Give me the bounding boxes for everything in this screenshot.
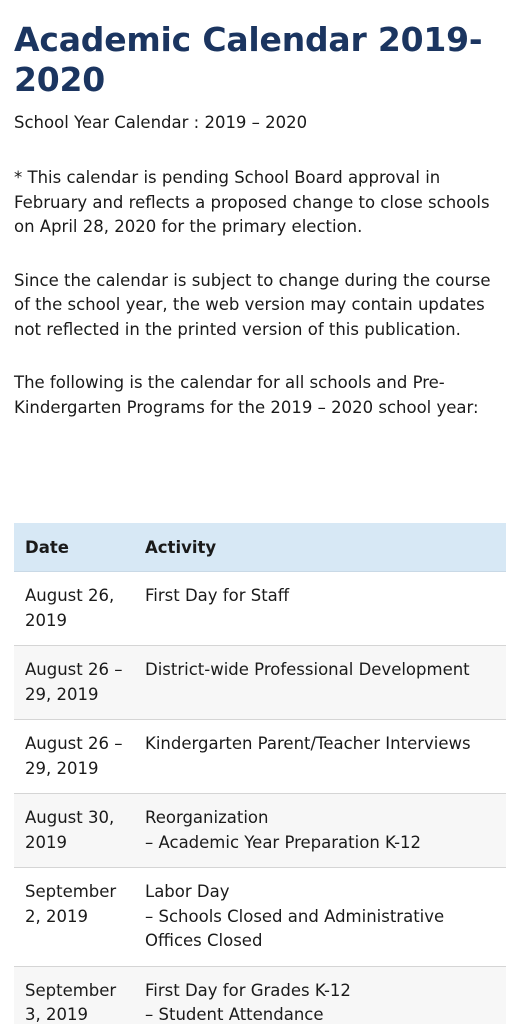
table-header-row bbox=[14, 523, 506, 572]
intro-note: The following is the calendar for all schools and Pre-Kindergarten Programs for the 2019 – 2020 school year: bbox=[14, 373, 479, 417]
activity-line: First Day for Grades K-12 bbox=[145, 980, 351, 1000]
approval-note: * This calendar is pending School Board approval in February and reflects a proposed change to close schools on April 28, 2020 for the primary election. bbox=[14, 168, 490, 236]
activity-line: Kindergarten Parent/Teacher Interviews bbox=[145, 734, 471, 753]
table-row bbox=[14, 794, 506, 868]
activity-line: – Student Attendance bbox=[145, 1005, 324, 1024]
date-cell: August 26, 2019 bbox=[14, 572, 134, 646]
date-cell: August 30, 2019 bbox=[14, 794, 134, 868]
calendar-body bbox=[14, 572, 506, 1024]
date-cell: August 26 – 29, 2019 bbox=[14, 720, 134, 794]
activity-cell bbox=[134, 794, 506, 868]
activity-line: Labor Day bbox=[145, 882, 230, 901]
table-row bbox=[14, 868, 506, 967]
activity-cell bbox=[134, 646, 506, 720]
table-row bbox=[14, 646, 506, 720]
activity-cell bbox=[134, 720, 506, 794]
activity-line: First Day for Staff bbox=[145, 586, 290, 605]
date-cell: September 2, 2019 bbox=[14, 868, 134, 967]
page-content bbox=[14, 0, 506, 420]
change-note: Since the calendar is subject to change during the course of the school year, the web version may contain updates not reflected in the printed version of this publication. bbox=[14, 270, 491, 339]
activity-cell bbox=[134, 966, 506, 1024]
table-row bbox=[14, 966, 506, 1024]
activity-cell bbox=[134, 572, 506, 646]
date-cell: September 3, 2019 bbox=[14, 966, 134, 1024]
page-subtitle: School Year Calendar : 2019 – 2020 bbox=[14, 113, 308, 132]
activity-line: – Schools Closed and Administrative Offices Closed bbox=[145, 906, 445, 950]
activity-line: District-wide Professional Development bbox=[145, 660, 470, 679]
date-column-header: Date bbox=[14, 523, 134, 572]
activity-line: – Academic Year Preparation K-12 bbox=[145, 832, 422, 852]
date-cell: August 26 – 29, 2019 bbox=[14, 646, 134, 720]
activity-column-header: Activity bbox=[134, 523, 506, 572]
activity-cell bbox=[134, 868, 506, 967]
calendar-table bbox=[14, 523, 506, 1024]
table-row bbox=[14, 720, 506, 794]
activity-line: Reorganization bbox=[145, 808, 269, 827]
page-title: Academic Calendar 2019-2020 bbox=[14, 20, 483, 99]
table-row bbox=[14, 572, 506, 646]
